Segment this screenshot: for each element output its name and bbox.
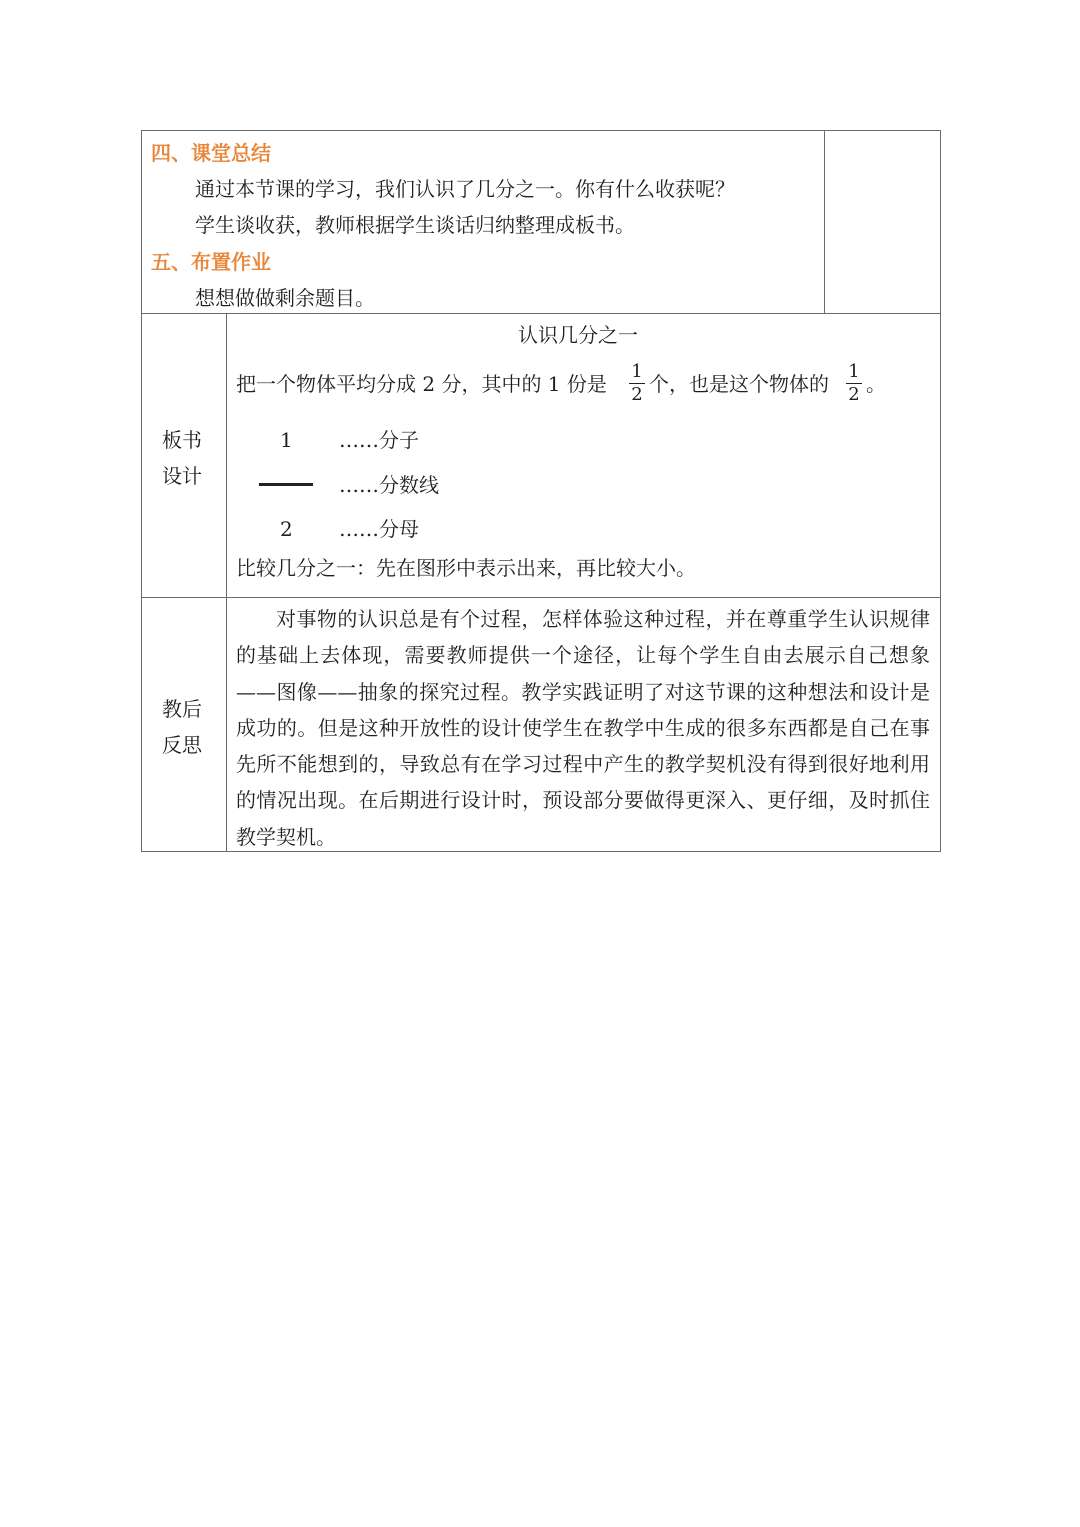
- board-title: 认识几分之一: [518, 323, 638, 347]
- diagram-numerator: 1: [280, 428, 293, 452]
- homework-text: 想想做做剩余题目。: [195, 286, 375, 310]
- reflection-label: 教后 反思: [162, 697, 202, 757]
- fraction-numerator: 1: [631, 361, 643, 382]
- fraction-one-half-first: [629, 362, 645, 405]
- section-heading-homework: 五、布置作业: [151, 250, 271, 274]
- board-design-label: 板书 设计: [162, 428, 202, 488]
- summary-question: 通过本节课的学习，我们认识了几分之一。你有什么收获呢？: [195, 177, 735, 201]
- board-sentence-part2: 个，也是这个物体的: [649, 372, 829, 396]
- diagram-numerator-label: ……分子: [339, 428, 419, 452]
- table-border-top: [141, 130, 941, 131]
- summary-activity: 学生谈收获，教师根据学生谈话归纳整理成板书。: [195, 213, 635, 237]
- label-column-divider: [226, 313, 227, 852]
- notes-column-divider: [824, 130, 825, 314]
- row-divider-2: [141, 597, 941, 598]
- board-sentence-end: 。: [866, 372, 886, 396]
- diagram-denominator-label: ……分母: [339, 517, 419, 541]
- row-divider-1: [141, 313, 941, 314]
- section-heading-summary: 四、课堂总结: [151, 141, 271, 165]
- fraction-denominator: 2: [631, 384, 643, 405]
- reflection-text: 对事物的认识总是有个过程，怎样体验这种过程，并在尊重学生认识规律的基础上去体现，需要教师提供一个途径，让每个学生自由去展示自己想象——图像——抽象的探究过程。教学实践证明了对这节课的这种想法和设计是成功的。但是这种开放性的设计使学生在教学中生成的很多东西都是自己在事先所不能想到的，导致总有在学习过程中产生的教学契机没有得到很好地利用的情况出现。在后期进行设计时，预设部分要做得更深入、更仔细，及时抓住教学契机。: [236, 607, 930, 849]
- fraction-one-half-second: [846, 362, 862, 405]
- fraction-numerator: 1: [848, 361, 860, 382]
- board-compare-text: 比较几分之一：先在图形中表示出来，再比较大小。: [236, 556, 696, 580]
- board-sentence-part1: 把一个物体平均分成 2 分，其中的 1 份是: [236, 372, 607, 396]
- reflection-paragraph: [236, 601, 930, 855]
- diagram-denominator: 2: [280, 517, 293, 541]
- table-border-right: [940, 130, 941, 852]
- diagram-line-label: ……分数线: [339, 473, 439, 497]
- table-border-left: [141, 130, 142, 852]
- diagram-fraction-line: [259, 483, 313, 486]
- fraction-denominator: 2: [848, 384, 860, 405]
